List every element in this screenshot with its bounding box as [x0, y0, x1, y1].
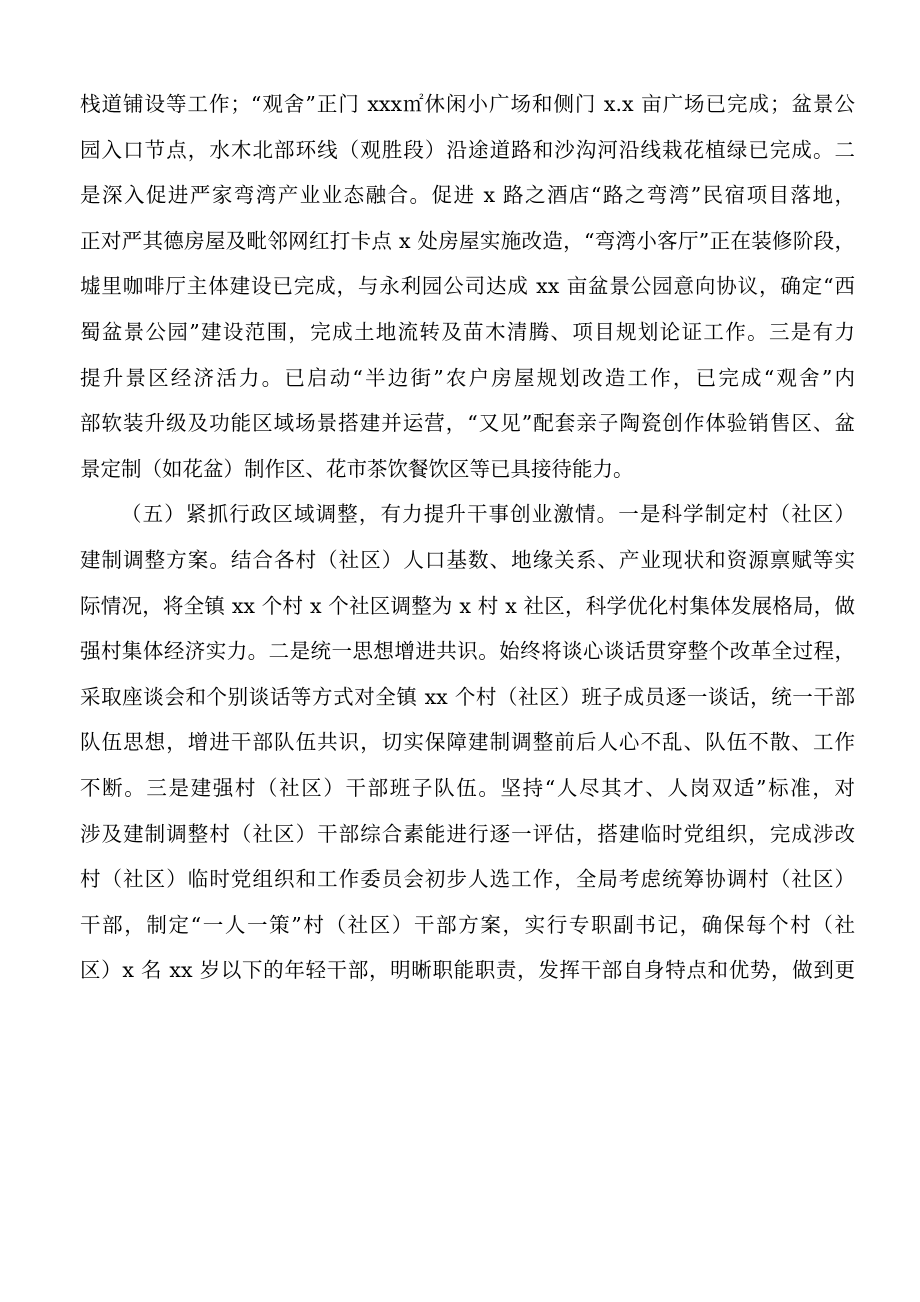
- paragraph-1-line-4: 正对严其德房屋及毗邻网红打卡点 x 处房屋实施改造，“弯湾小客厅”正在装修阶段，: [80, 228, 855, 253]
- paragraph-2-line-5: 采取座谈会和个别谈话等方式对全镇 xx 个村（社区）班子成员逐一谈话，统一干部: [80, 684, 855, 709]
- paragraph-1-line-8: 部软装升级及功能区域场景搭建并运营，“又见”配套亲子陶瓷创作体验销售区、盆: [80, 411, 855, 436]
- paragraph-1-line-6: 蜀盆景公园”建设范围，完成土地流转及苗木清腾、项目规划论证工作。三是有力: [80, 319, 855, 344]
- paragraph-1-line-9: 景定制（如花盆）制作区、花市茶饮餐饮区等已具接待能力。: [80, 456, 634, 481]
- paragraph-1-line-7: 提升景区经济活力。已启动“半边街”农户房屋规划改造工作，已完成“观舍”内: [80, 365, 855, 390]
- paragraph-2-line-7: 不断。三是建强村（社区）干部班子队伍。坚持“人尽其才、人岗双适”标准，对: [80, 775, 855, 800]
- paragraph-2-line-8: 涉及建制调整村（社区）干部综合素能进行逐一评估，搭建临时党组织，完成涉改: [80, 821, 855, 846]
- paragraph-2-line-3: 际情况，将全镇 xx 个村 x 个社区调整为 x 村 x 社区，科学优化村集体发展格局，做: [80, 593, 855, 618]
- paragraph-2-line-10: 干部，制定“一人一策”村（社区）干部方案，实行专职副书记，确保每个村（社: [80, 912, 855, 937]
- paragraph-2-line-6: 队伍思想，增进干部队伍共识，切实保障建制调整前后人心不乱、队伍不散、工作: [80, 730, 855, 755]
- paragraph-1-line-2: 园入口节点，水木北部环线（观胜段）沿途道路和沙沟河沿线栽花植绿已完成。二: [80, 137, 855, 162]
- paragraph-2-line-4: 强村集体经济实力。二是统一思想增进共识。始终将谈心谈话贯穿整个改革全过程，: [80, 639, 855, 664]
- paragraph-2-line-1: （五）紧抓行政区域调整，有力提升干事创业激情。一是科学制定村（社区）: [121, 502, 855, 527]
- paragraph-1-line-5: 墟里咖啡厅主体建设已完成，与永利园公司达成 xx 亩盆景公园意向协议，确定“西: [80, 274, 855, 299]
- paragraph-2-line-2: 建制调整方案。结合各村（社区）人口基数、地缘关系、产业现状和资源禀赋等实: [80, 547, 855, 572]
- paragraph-1-line-1: 栈道铺设等工作；“观舍”正门 xxx㎡休闲小广场和侧门 x.x 亩广场已完成；盆景公: [80, 92, 855, 116]
- paragraph-2-line-11: 区）x 名 xx 岁以下的年轻干部，明晰职能职责，发挥干部自身特点和优势，做到更: [80, 958, 855, 983]
- paragraph-1-line-3: 是深入促进严家弯湾产业业态融合。促进 x 路之酒店“路之弯湾”民宿项目落地，: [80, 183, 855, 208]
- body-text: [80, 82, 855, 994]
- paragraph-2-line-9: 村（社区）临时党组织和工作委员会初步人选工作，全局考虑统筹协调村（社区）: [80, 867, 855, 892]
